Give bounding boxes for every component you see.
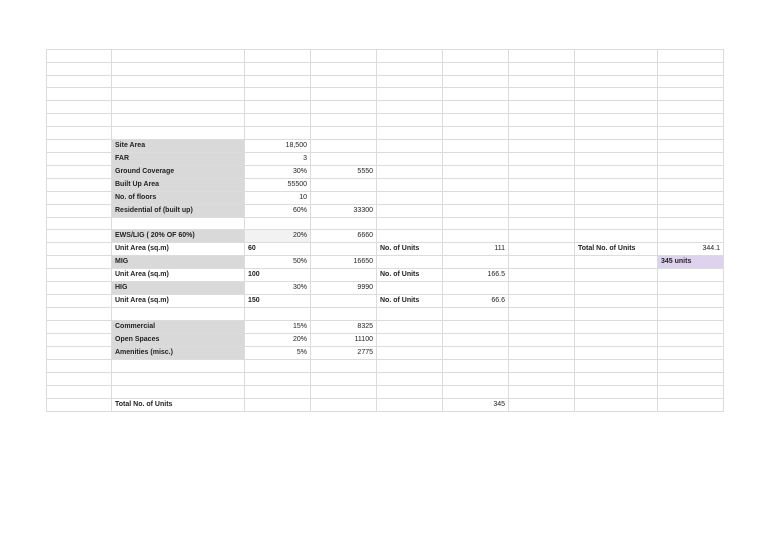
table-row [47,178,724,191]
cell-r6-c8[interactable] [575,113,658,126]
cell-r28-c6[interactable]: 345 [443,398,509,411]
cell-r14-c9[interactable] [658,217,724,230]
table-row [47,113,724,126]
cell-r3-c7[interactable] [509,75,575,88]
cell-r5-c8[interactable] [575,101,658,114]
cell-r10-c4[interactable]: 5550 [311,165,377,178]
cell-r24-c8[interactable] [575,347,658,360]
cell-r28-c8[interactable] [575,398,658,411]
cell-r15-c2[interactable]: EWS/LIG ( 20% OF 60%) [112,230,245,243]
cell-r9-c8[interactable] [575,152,658,165]
cell-r15-c3[interactable]: 20% [245,230,311,243]
table-row [47,347,724,360]
cell-r15-c8[interactable] [575,230,658,243]
cell-r26-c5[interactable] [377,372,443,385]
cell-r12-c6[interactable] [443,191,509,204]
cell-r24-c3[interactable]: 5% [245,347,311,360]
cell-r15-c9[interactable] [658,230,724,243]
cell-r11-c5[interactable] [377,178,443,191]
cell-r8-c8[interactable] [575,139,658,152]
cell-r17-c3[interactable]: 50% [245,256,311,269]
cell-r13-c7[interactable] [509,204,575,217]
cell-r16-c5[interactable]: No. of Units [377,243,443,256]
cell-r5-c7[interactable] [509,101,575,114]
cell-r12-c8[interactable] [575,191,658,204]
cell-r1-c3[interactable] [245,50,311,63]
cell-r27-c3[interactable] [245,385,311,398]
cell-r19-c6[interactable] [443,282,509,295]
cell-r26-c3[interactable] [245,372,311,385]
cell-r24-c6[interactable] [443,347,509,360]
cell-r2-c8[interactable] [575,62,658,75]
cell-r20-c5[interactable]: No. of Units [377,295,443,308]
cell-r25-c8[interactable] [575,360,658,373]
cell-r18-c4[interactable] [311,269,377,282]
cell-r20-c8[interactable] [575,295,658,308]
cell-r10-c5[interactable] [377,165,443,178]
cell-r25-c1[interactable] [47,360,112,373]
cell-r11-c4[interactable] [311,178,377,191]
cell-r18-c3[interactable]: 100 [245,269,311,282]
cell-r2-c7[interactable] [509,62,575,75]
cell-r20-c7[interactable] [509,295,575,308]
cell-r16-c1[interactable] [47,243,112,256]
cell-r21-c2[interactable] [112,308,245,321]
cell-r4-c6[interactable] [443,88,509,101]
cell-r1-c7[interactable] [509,50,575,63]
cell-r22-c8[interactable] [575,321,658,334]
cell-r28-c3[interactable] [245,398,311,411]
cell-r11-c3[interactable]: 55500 [245,178,311,191]
cell-r12-c9[interactable] [658,191,724,204]
cell-r9-c2[interactable]: FAR [112,152,245,165]
cell-r1-c4[interactable] [311,50,377,63]
cell-r23-c2[interactable]: Open Spaces [112,334,245,347]
cell-r5-c5[interactable] [377,101,443,114]
cell-r24-c4[interactable]: 2775 [311,347,377,360]
cell-r15-c5[interactable] [377,230,443,243]
cell-r25-c4[interactable] [311,360,377,373]
cell-r20-c1[interactable] [47,295,112,308]
cell-r18-c6[interactable]: 166.5 [443,269,509,282]
cell-r13-c4[interactable]: 33300 [311,204,377,217]
cell-r2-c2[interactable] [112,62,245,75]
cell-r2-c6[interactable] [443,62,509,75]
cell-r18-c2[interactable]: Unit Area (sq.m) [112,269,245,282]
cell-r13-c9[interactable] [658,204,724,217]
cell-r12-c3[interactable]: 10 [245,191,311,204]
table-row [47,75,724,88]
cell-r21-c4[interactable] [311,308,377,321]
cell-r7-c9[interactable] [658,126,724,139]
cell-r13-c1[interactable] [47,204,112,217]
cell-r4-c4[interactable] [311,88,377,101]
cell-r27-c4[interactable] [311,385,377,398]
cell-r14-c8[interactable] [575,217,658,230]
cell-r23-c8[interactable] [575,334,658,347]
cell-r23-c6[interactable] [443,334,509,347]
cell-r7-c3[interactable] [245,126,311,139]
cell-r10-c8[interactable] [575,165,658,178]
cell-r2-c3[interactable] [245,62,311,75]
cell-r8-c2[interactable]: Site Area [112,139,245,152]
cell-r21-c1[interactable] [47,308,112,321]
cell-r23-c7[interactable] [509,334,575,347]
cell-r8-c5[interactable] [377,139,443,152]
cell-r19-c8[interactable] [575,282,658,295]
cell-r22-c5[interactable] [377,321,443,334]
cell-r8-c6[interactable] [443,139,509,152]
table-row [47,230,724,243]
cell-r15-c4[interactable]: 6660 [311,230,377,243]
cell-r14-c7[interactable] [509,217,575,230]
cell-r26-c4[interactable] [311,372,377,385]
cell-r14-c3[interactable] [245,217,311,230]
cell-r20-c3[interactable]: 150 [245,295,311,308]
cell-r25-c5[interactable] [377,360,443,373]
cell-r19-c2[interactable]: HIG [112,282,245,295]
cell-r9-c3[interactable]: 3 [245,152,311,165]
table-row [47,398,724,411]
cell-r14-c4[interactable] [311,217,377,230]
cell-r22-c6[interactable] [443,321,509,334]
cell-r19-c4[interactable]: 9990 [311,282,377,295]
cell-r23-c9[interactable] [658,334,724,347]
table-row [47,217,724,230]
cell-r13-c8[interactable] [575,204,658,217]
table-row [47,204,724,217]
cell-r13-c6[interactable] [443,204,509,217]
cell-r22-c7[interactable] [509,321,575,334]
cell-r16-c2[interactable]: Unit Area (sq.m) [112,243,245,256]
cell-r24-c5[interactable] [377,347,443,360]
cell-r4-c3[interactable] [245,88,311,101]
cell-r10-c2[interactable]: Ground Coverage [112,165,245,178]
cell-r2-c5[interactable] [377,62,443,75]
cell-r11-c7[interactable] [509,178,575,191]
table-row [47,62,724,75]
cell-r19-c3[interactable]: 30% [245,282,311,295]
cell-r4-c1[interactable] [47,88,112,101]
table-row [47,139,724,152]
cell-r9-c6[interactable] [443,152,509,165]
cell-r25-c2[interactable] [112,360,245,373]
cell-r22-c9[interactable] [658,321,724,334]
cell-r26-c9[interactable] [658,372,724,385]
cell-r28-c9[interactable] [658,398,724,411]
cell-r26-c8[interactable] [575,372,658,385]
table-row [47,243,724,256]
cell-r24-c7[interactable] [509,347,575,360]
cell-r11-c2[interactable]: Built Up Area [112,178,245,191]
cell-r27-c5[interactable] [377,385,443,398]
cell-r22-c3[interactable]: 15% [245,321,311,334]
cell-r11-c6[interactable] [443,178,509,191]
cell-r17-c2[interactable]: MIG [112,256,245,269]
cell-r26-c2[interactable] [112,372,245,385]
cell-r25-c6[interactable] [443,360,509,373]
cell-r4-c2[interactable] [112,88,245,101]
cell-r5-c6[interactable] [443,101,509,114]
cell-r7-c1[interactable] [47,126,112,139]
cell-r15-c7[interactable] [509,230,575,243]
cell-r3-c6[interactable] [443,75,509,88]
cell-r7-c8[interactable] [575,126,658,139]
cell-r16-c6[interactable]: 111 [443,243,509,256]
cell-r7-c6[interactable] [443,126,509,139]
cell-r16-c7[interactable] [509,243,575,256]
table-row [47,256,724,269]
cell-r7-c4[interactable] [311,126,377,139]
cell-r27-c2[interactable] [112,385,245,398]
table-row [47,360,724,373]
cell-r20-c9[interactable] [658,295,724,308]
cell-r12-c1[interactable] [47,191,112,204]
cell-r5-c2[interactable] [112,101,245,114]
cell-r17-c7[interactable] [509,256,575,269]
cell-r1-c6[interactable] [443,50,509,63]
cell-r9-c5[interactable] [377,152,443,165]
cell-r14-c5[interactable] [377,217,443,230]
cell-r3-c3[interactable] [245,75,311,88]
table-row [47,88,724,101]
cell-r6-c1[interactable] [47,113,112,126]
table-row [47,334,724,347]
cell-r8-c9[interactable] [658,139,724,152]
cell-r12-c7[interactable] [509,191,575,204]
cell-r25-c3[interactable] [245,360,311,373]
cell-r10-c3[interactable]: 30% [245,165,311,178]
cell-r18-c1[interactable] [47,269,112,282]
spreadsheet-grid [46,49,724,412]
cell-r6-c4[interactable] [311,113,377,126]
cell-r4-c7[interactable] [509,88,575,101]
cell-r9-c4[interactable] [311,152,377,165]
cell-r19-c7[interactable] [509,282,575,295]
cell-r23-c5[interactable] [377,334,443,347]
cell-r16-c3[interactable]: 60 [245,243,311,256]
cell-r25-c9[interactable] [658,360,724,373]
cell-r8-c7[interactable] [509,139,575,152]
cell-r28-c1[interactable] [47,398,112,411]
cell-r27-c7[interactable] [509,385,575,398]
cell-r23-c3[interactable]: 20% [245,334,311,347]
cell-r11-c9[interactable] [658,178,724,191]
cell-r16-c8[interactable]: Total No. of Units [575,243,658,256]
cell-r21-c9[interactable] [658,308,724,321]
table-row [47,308,724,321]
cell-r4-c5[interactable] [377,88,443,101]
cell-r1-c5[interactable] [377,50,443,63]
cell-r6-c2[interactable] [112,113,245,126]
cell-r21-c3[interactable] [245,308,311,321]
cell-r2-c9[interactable] [658,62,724,75]
cell-r16-c4[interactable] [311,243,377,256]
cell-r14-c1[interactable] [47,217,112,230]
cell-r22-c1[interactable] [47,321,112,334]
cell-r21-c7[interactable] [509,308,575,321]
cell-r27-c8[interactable] [575,385,658,398]
cell-r18-c7[interactable] [509,269,575,282]
cell-r18-c9[interactable] [658,269,724,282]
cell-r22-c4[interactable]: 8325 [311,321,377,334]
cell-r18-c5[interactable]: No. of Units [377,269,443,282]
table-row [47,191,724,204]
table-row [47,282,724,295]
cell-r27-c9[interactable] [658,385,724,398]
cell-r17-c6[interactable] [443,256,509,269]
cell-r9-c1[interactable] [47,152,112,165]
cell-r17-c5[interactable] [377,256,443,269]
table-row [47,321,724,334]
cell-r5-c1[interactable] [47,101,112,114]
cell-r25-c7[interactable] [509,360,575,373]
table-row [47,50,724,63]
table-row [47,295,724,308]
table-row [47,101,724,114]
table-row [47,165,724,178]
cell-r23-c4[interactable]: 11100 [311,334,377,347]
cell-r10-c7[interactable] [509,165,575,178]
cell-r6-c7[interactable] [509,113,575,126]
cell-r28-c7[interactable] [509,398,575,411]
cell-r6-c3[interactable] [245,113,311,126]
table-row [47,269,724,282]
cell-r5-c3[interactable] [245,101,311,114]
cell-r6-c9[interactable] [658,113,724,126]
cell-r27-c1[interactable] [47,385,112,398]
cell-r7-c2[interactable] [112,126,245,139]
cell-r4-c9[interactable] [658,88,724,101]
cell-r3-c8[interactable] [575,75,658,88]
cell-r9-c9[interactable] [658,152,724,165]
cell-r12-c4[interactable] [311,191,377,204]
cell-r27-c6[interactable] [443,385,509,398]
cell-r23-c1[interactable] [47,334,112,347]
cell-r21-c6[interactable] [443,308,509,321]
cell-r26-c7[interactable] [509,372,575,385]
cell-r14-c2[interactable] [112,217,245,230]
cell-r10-c9[interactable] [658,165,724,178]
cell-r28-c2[interactable]: Total No. of Units [112,398,245,411]
cell-r17-c1[interactable] [47,256,112,269]
cell-r8-c1[interactable] [47,139,112,152]
cell-r6-c5[interactable] [377,113,443,126]
cell-r20-c2[interactable]: Unit Area (sq.m) [112,295,245,308]
table-row [47,152,724,165]
cell-r26-c6[interactable] [443,372,509,385]
cell-r24-c1[interactable] [47,347,112,360]
cell-r7-c5[interactable] [377,126,443,139]
cell-r19-c5[interactable] [377,282,443,295]
cell-r1-c8[interactable] [575,50,658,63]
cell-r20-c4[interactable] [311,295,377,308]
cell-r17-c4[interactable]: 16650 [311,256,377,269]
cell-r5-c4[interactable] [311,101,377,114]
cell-r24-c2[interactable]: Amenities (misc.) [112,347,245,360]
cell-r1-c2[interactable] [112,50,245,63]
cell-r16-c9[interactable]: 344.1 [658,243,724,256]
cell-r1-c1[interactable] [47,50,112,63]
table-row [47,385,724,398]
cell-r9-c7[interactable] [509,152,575,165]
cell-r8-c3[interactable]: 18,500 [245,139,311,152]
cell-r11-c1[interactable] [47,178,112,191]
cell-r17-c8[interactable] [575,256,658,269]
cell-r3-c9[interactable] [658,75,724,88]
cell-r3-c5[interactable] [377,75,443,88]
cell-r13-c3[interactable]: 60% [245,204,311,217]
cell-r15-c6[interactable] [443,230,509,243]
cell-r14-c6[interactable] [443,217,509,230]
cell-r8-c4[interactable] [311,139,377,152]
cell-r13-c2[interactable]: Residential of (built up) [112,204,245,217]
cell-r15-c1[interactable] [47,230,112,243]
cell-r2-c4[interactable] [311,62,377,75]
cell-r3-c4[interactable] [311,75,377,88]
table-row [47,372,724,385]
cell-r5-c9[interactable] [658,101,724,114]
cell-r6-c6[interactable] [443,113,509,126]
cell-r12-c5[interactable] [377,191,443,204]
cell-r13-c5[interactable] [377,204,443,217]
cell-r2-c1[interactable] [47,62,112,75]
cell-r10-c1[interactable] [47,165,112,178]
cell-r17-c9[interactable]: 345 units [658,256,724,269]
cell-r20-c6[interactable]: 66.6 [443,295,509,308]
cell-r26-c1[interactable] [47,372,112,385]
cell-r1-c9[interactable] [658,50,724,63]
cell-r21-c8[interactable] [575,308,658,321]
cell-r11-c8[interactable] [575,178,658,191]
cell-r18-c8[interactable] [575,269,658,282]
cell-r10-c6[interactable] [443,165,509,178]
cell-r21-c5[interactable] [377,308,443,321]
cell-r3-c2[interactable] [112,75,245,88]
cell-r24-c9[interactable] [658,347,724,360]
cell-r19-c9[interactable] [658,282,724,295]
cell-r28-c4[interactable] [311,398,377,411]
cell-r19-c1[interactable] [47,282,112,295]
cell-r12-c2[interactable]: No. of floors [112,191,245,204]
cell-r4-c8[interactable] [575,88,658,101]
cell-r7-c7[interactable] [509,126,575,139]
cell-r22-c2[interactable]: Commercial [112,321,245,334]
table-row [47,126,724,139]
cell-r3-c1[interactable] [47,75,112,88]
cell-r28-c5[interactable] [377,398,443,411]
